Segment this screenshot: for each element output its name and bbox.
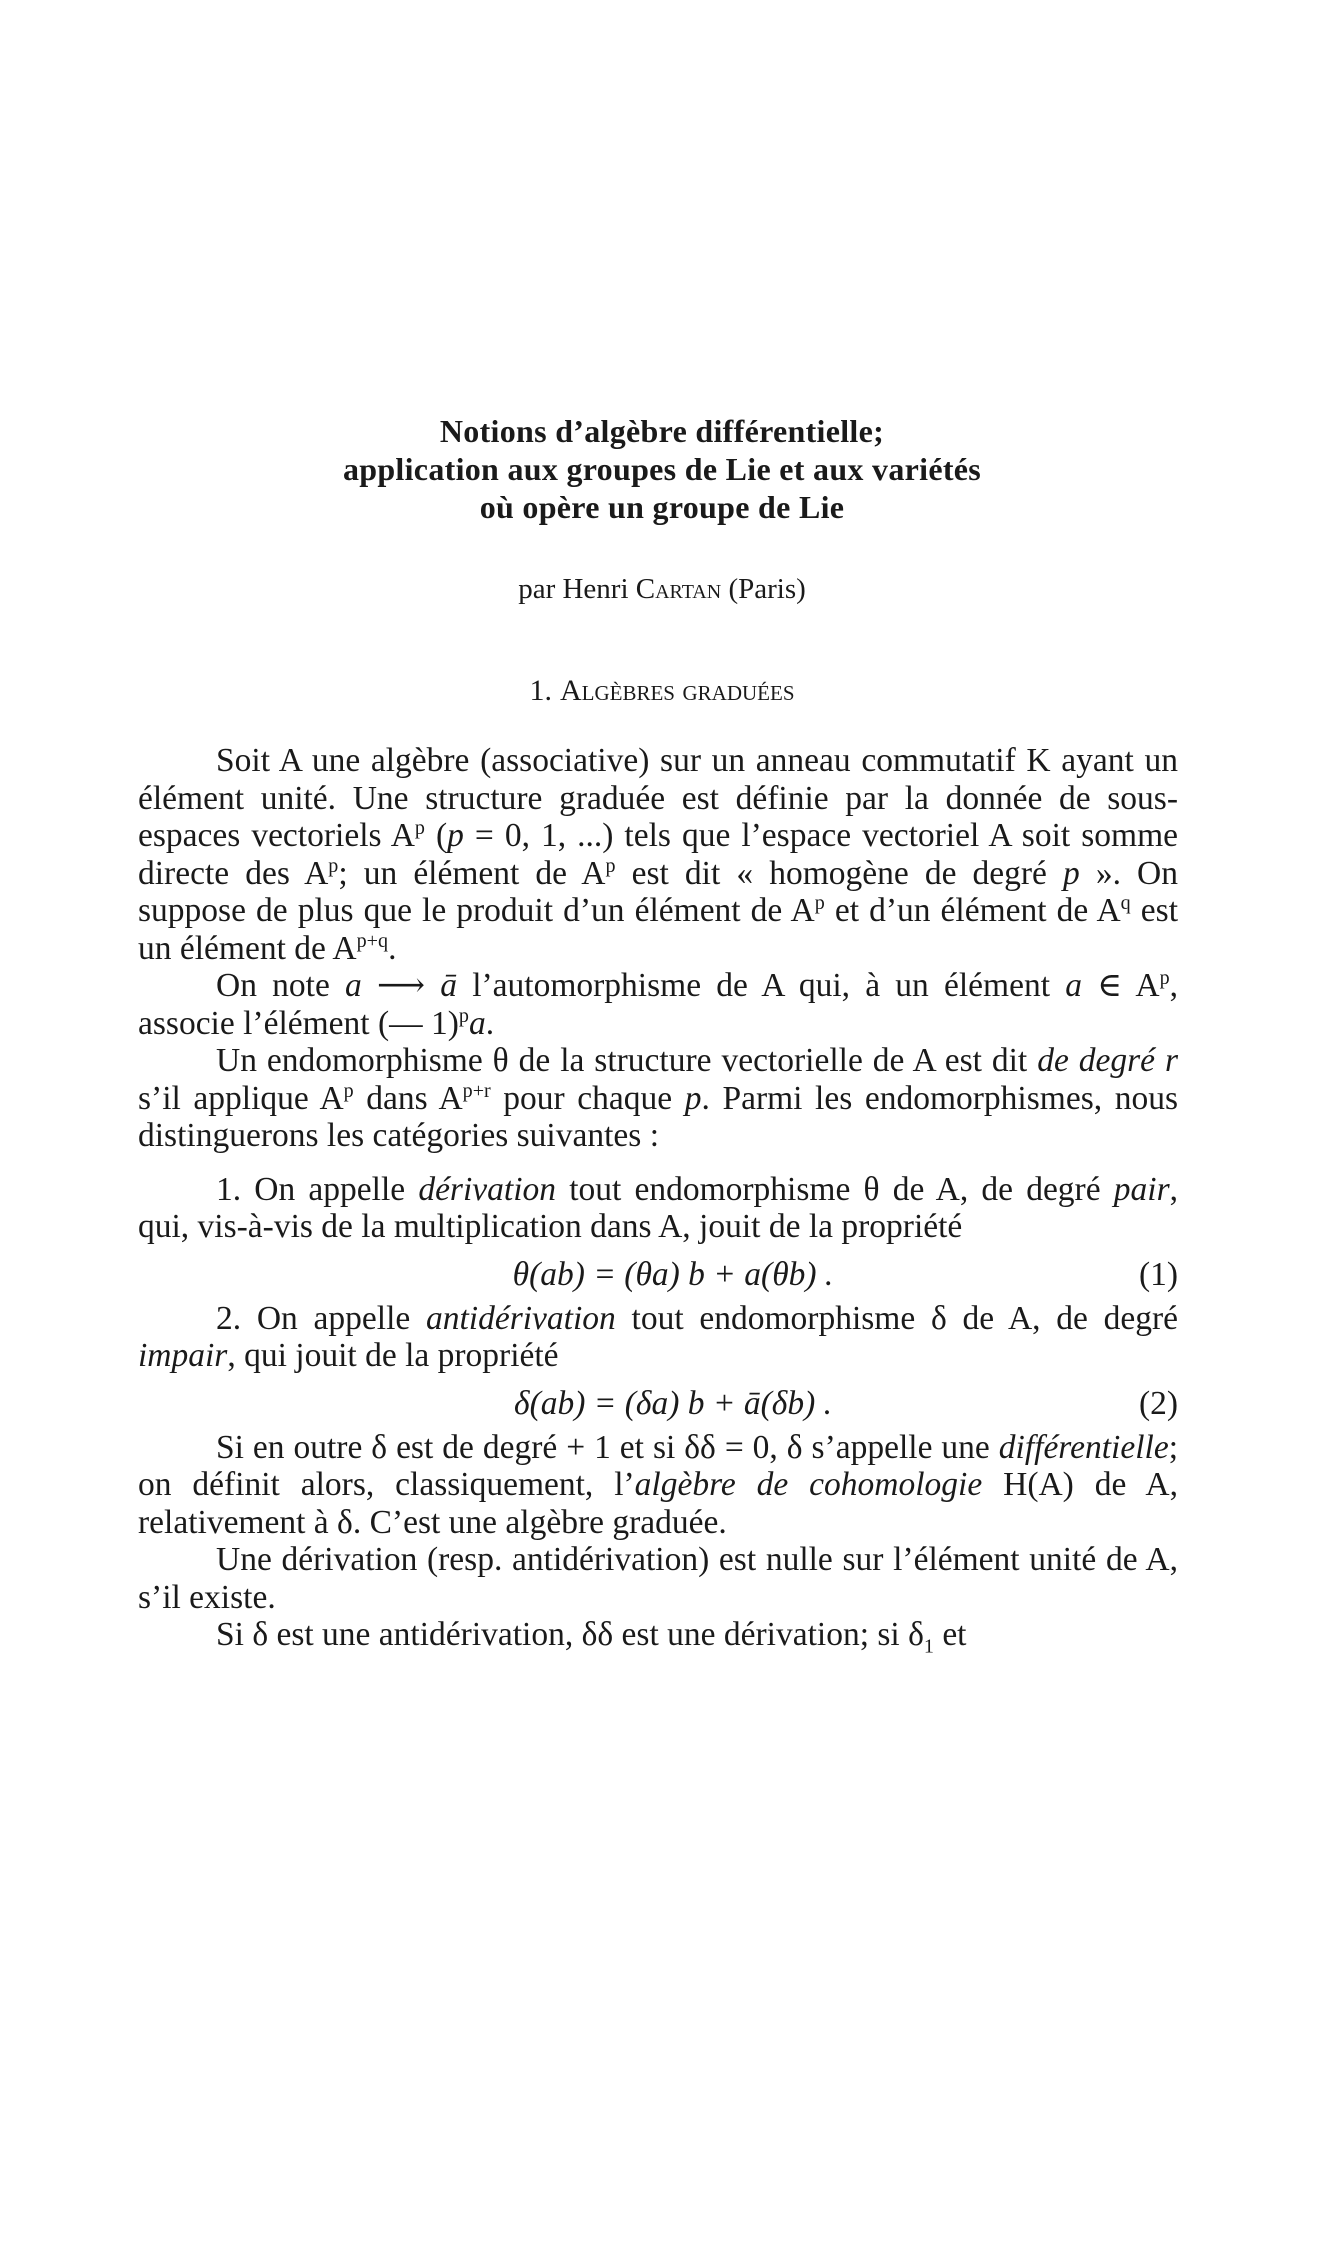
paragraph-antiderivation: 2. On appelle antidérivation tout endomorphisme δ de A, de degré impair, qui jouit de la propriété [138, 1299, 1178, 1374]
paragraph-unit-element: Une dérivation (resp. antidérivation) est nulle sur l’élément unité de A, s’il existe. [138, 1541, 1178, 1616]
equation-2-number: (2) [1138, 1384, 1178, 1422]
author-name: Cartan [635, 573, 722, 605]
title-line-3: où opère un groupe de Lie [479, 489, 845, 525]
paragraph-endomorphism: Un endomorphisme θ de la structure vectorielle de A est dit de degré r s’il applique $A^p$ dans $A^{p+r}$ pour chaque p. Parmi les endomorphismes, nous distinguerons les catégories suivantes : [138, 1042, 1178, 1154]
paragraph-automorphism: On note a ⟶ ā l’automorphisme de A qui, à un élément a ∈ $A^p$, associe l’élément (— 1)$^p$a. [138, 966, 1178, 1042]
equation-2-formula: δ(ab) = (δa) b + ā(δb) . [514, 1384, 832, 1422]
paper-title [0, 412, 1324, 526]
paragraph-composition: Si δ est une antidérivation, δδ est une dérivation; si $\delta_1$ et [216, 1616, 967, 1658]
equation-1-number: (1) [1138, 1255, 1178, 1293]
title-line-2: application aux groupes de Lie et aux variétés [342, 451, 982, 487]
equation-1-formula: θ(ab) = (θa) b + a(θb) . [512, 1255, 834, 1293]
section-title: Algèbres graduées [559, 674, 795, 707]
paragraph-derivation: 1. On appelle dérivation tout endomorphisme θ de A, de degré pair, qui, vis-à-vis de la multiplication dans A, jouit de la propriété [138, 1170, 1178, 1245]
author-affiliation: (Paris) [728, 573, 806, 605]
equation-1 [138, 1251, 1178, 1299]
paragraph-graded-structure: Soit A une algèbre (associative) sur un anneau commutatif K ayant un élément unité. Une structure graduée est définie par la donnée de sous-espaces vectoriels $A^p$ (p = 0, 1, ...) tels que l’espace vectoriel A soit somme directe des $A^p$; un élément de $A^p$ est dit « homogène de degré p ». On suppose de plus que le produit d’un élément de $A^p$ et d’un élément de $A^q$ est un élément de $A^{p+q}$. [138, 742, 1178, 967]
body-text [138, 742, 1178, 1658]
paragraph-differential: Si en outre δ est de degré + 1 et si δδ = 0, δ s’appelle une différentielle; on définit alors, classiquement, l’algèbre de cohomologie H(A) de A, relativement à δ. C’est une algèbre graduée. [138, 1428, 1178, 1541]
author-line [0, 572, 1324, 606]
section-heading [0, 673, 1324, 709]
section-number: 1. [529, 674, 552, 707]
author-prefix: par Henri [518, 573, 629, 605]
title-line-1: Notions d’algèbre différentielle; [439, 413, 885, 449]
equation-2 [138, 1380, 1178, 1428]
